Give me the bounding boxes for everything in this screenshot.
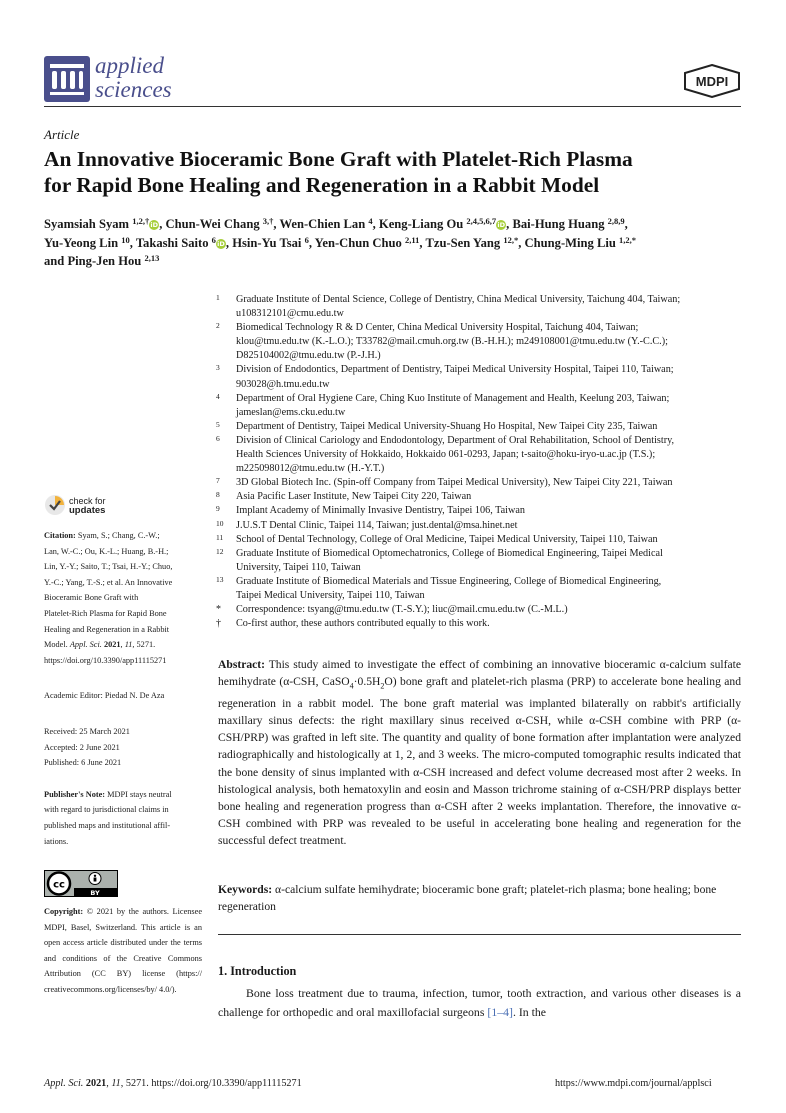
author-name: Takashi Saito xyxy=(135,235,209,250)
author-name: Ping-Jen Hou xyxy=(67,254,142,268)
citation-link[interactable]: [1–4] xyxy=(487,1005,513,1019)
affiliation-item xyxy=(216,575,744,603)
affiliation-item xyxy=(216,504,744,518)
author-affiliation-mark: 2,13 xyxy=(144,253,160,263)
journal-name xyxy=(95,54,172,102)
cc-by-text: BY xyxy=(90,889,100,897)
author-name: Yu-Yeong Lin xyxy=(44,235,119,250)
affiliation-mark: 9 xyxy=(216,504,220,514)
footer-journal: Appl. Sci. xyxy=(44,1078,84,1089)
accepted-date: Accepted: 2 June 2021 xyxy=(44,742,120,752)
affiliation-item xyxy=(216,420,744,434)
citation-year: 2021 xyxy=(103,640,121,650)
affiliation-mark: 10 xyxy=(216,518,224,528)
affiliation-line: Department of Oral Hygiene Care, Ching Kuo Institute of Management and Health, Keelung 203, Taiwan; xyxy=(236,392,670,404)
affiliation-item xyxy=(216,434,744,476)
affiliation-line: Division of Endodontics, Department of Dentistry, Taipei Medical University Hospital, Taipei 110, Taiwan; xyxy=(236,364,674,376)
affiliation-line: Graduate Institute of Biomedical Materials and Tissue Engineering, College of Biomedical Engineering, xyxy=(236,575,662,587)
author-affiliation-mark: 6 xyxy=(304,234,309,245)
published-date: Published: 6 June 2021 xyxy=(44,758,122,768)
affiliation-line: m225098012@tmu.edu.tw (H.-Y.T.) xyxy=(236,463,385,475)
affiliation-line: Graduate Institute of Dental Science, College of Dentistry, China Medical University, Taichung 404, Taiwan; xyxy=(236,294,681,305)
affiliation-line: D825104002@tmu.edu.tw (P.-J.H.) xyxy=(236,350,381,362)
affiliation-line: Biomedical Technology R & D Center, China Medical University Hospital, Taichung 404, Taiwan; xyxy=(236,322,639,334)
author-affiliation-mark: 1,2,* xyxy=(619,234,637,245)
footer-volume: 11 xyxy=(111,1078,121,1089)
footer-citation: Appl. Sci. 2021, 11, 5271. https://doi.org/10.3390/app11115271 xyxy=(44,1078,302,1089)
affiliation-line: Asia Pacific Laser Institute, New Taipei City 220, Taiwan xyxy=(236,491,472,503)
affiliation-mark: † xyxy=(216,618,221,630)
affiliations-list xyxy=(216,293,744,631)
affiliation-line: u108312101@cmu.edu.tw xyxy=(236,308,344,320)
abstract-label: Abstract: xyxy=(218,658,266,671)
journal-logo xyxy=(44,56,90,102)
affiliation-line: J.U.S.T Dental Clinic, Taipei 114, Taiwan; just.dental@msa.hinet.net xyxy=(236,519,518,531)
publisher-logo xyxy=(683,64,741,98)
check-for-updates-badge[interactable] xyxy=(44,494,154,518)
copyright-label: Copyright: xyxy=(44,907,84,916)
author-name: Bai-Hung Huang xyxy=(512,217,605,231)
chemical-formula: $CaSO_4\cdot 0.5H_2O$ xyxy=(321,675,393,691)
affiliation-item xyxy=(216,603,744,617)
affiliation-item xyxy=(216,533,744,547)
author-affiliation-mark: 1,2,† xyxy=(132,216,150,226)
affiliation-item xyxy=(216,547,744,575)
copyright-notice xyxy=(44,904,202,998)
author-affiliation-mark: 10 xyxy=(121,234,130,245)
affiliation-item xyxy=(216,476,744,490)
author-name: Syamsiah Syam xyxy=(44,217,130,231)
author-name: Wen-Chien Lan xyxy=(279,217,366,231)
citation-line: Syam, S.; Chang, C.-W.; xyxy=(77,531,160,540)
affiliation-mark: 3 xyxy=(216,363,220,373)
citation-line: Bioceramic Bone Graft with xyxy=(44,593,139,603)
check-updates-icon xyxy=(44,494,66,516)
affiliation-line: Graduate Institute of Biomedical Optomechatronics, College of Biomedical Engineering, Taipei Medical xyxy=(236,547,663,559)
affiliation-mark: 7 xyxy=(216,476,220,486)
introduction-tail: . In the xyxy=(512,1005,547,1019)
check-updates-line2: updates xyxy=(69,505,106,516)
affiliation-item xyxy=(216,293,744,321)
author-affiliation-mark: 2,4,5,6,7 xyxy=(466,216,497,226)
citation-line: Y.-C.; Yang, T.-S.; et al. An Innovative xyxy=(44,577,173,587)
keywords-text: α-calcium sulfate hemihydrate; bioceramic bone graft; platelet-rich plasma; bone healing; bone regeneration xyxy=(218,883,717,914)
citation-model: Model. xyxy=(44,640,68,650)
author-affiliation-mark: 2,11 xyxy=(404,234,420,245)
cc-symbol: cc xyxy=(53,879,65,891)
affiliation-mark: 1 xyxy=(216,293,220,302)
footer-year: 2021 xyxy=(85,1078,107,1089)
affiliation-mark: 5 xyxy=(216,419,220,429)
cc-by-license-icon[interactable] xyxy=(44,870,118,897)
keywords xyxy=(218,881,741,915)
academic-editor: Academic Editor: Piedad N. De Aza xyxy=(44,691,165,701)
affiliation-mark: 6 xyxy=(216,433,220,443)
publisher-note-line: published maps and institutional affil- xyxy=(44,820,171,830)
affiliation-item xyxy=(216,363,744,391)
author-affiliation-mark: 2,8,9 xyxy=(607,216,625,226)
check-updates-line1: check for xyxy=(69,496,106,506)
copyright-text: © 2021 by the authors. Licensee MDPI, Basel, Switzerland. This article is an open access article distributed under the terms and conditions of the Creative Commons Attribution (CC BY) license (https:// creativecommons.org/licenses/by/ 4.0/). xyxy=(44,907,203,994)
affiliation-item xyxy=(216,321,744,363)
affiliation-mark: 11 xyxy=(216,532,224,542)
affiliation-line: Correspondence: tsyang@tmu.edu.tw (T.-S.Y.); liuc@mail.cmu.edu.tw (C.-M.L.) xyxy=(236,604,568,616)
affiliation-item xyxy=(216,519,744,533)
citation-label: Citation: xyxy=(44,531,76,540)
orcid-icon[interactable]: iD xyxy=(497,221,505,229)
affiliation-line: 3D Global Biotech Inc. (Spin-off Company from Taipei Medical University), New Taipei City 221, Taiwan xyxy=(236,477,673,489)
citation-line: Lan, W.-C.; Ou, K.-L.; Huang, B.-H.; xyxy=(44,546,169,556)
author-affiliation-mark: 3,† xyxy=(262,216,274,226)
citation-line: Lin, Y.-Y.; Saito, T.; Tsai, H.-Y.; Chuo, xyxy=(44,562,173,572)
author-name: Tzu-Sen Yang xyxy=(425,235,501,250)
affiliation-line: Co-first author, these authors contributed equally to this work. xyxy=(236,618,490,630)
citation-line: Healing and Regeneration in a Rabbit xyxy=(44,624,170,634)
affiliation-line: Implant Academy of Minimally Invasive Dentistry, Taipei 106, Taiwan xyxy=(236,505,525,517)
introduction-text xyxy=(218,984,741,1022)
author-name: Chung-Ming Liu xyxy=(524,235,616,250)
abstract-text: This study aimed to investigate the effect of combining an innovative bioceramic α-calcium sulfate hemihydrate (α-CSH, $CaSO_4\cdot 0.5H_2O$) bone graft and platelet-rich plasma (PRP) to accelerate bone healing and regeneration in a rabbit model. The bone graft material was implanted bilaterally on rabbit's artificially maxillary sinus defects: the right maxillary sinus received α-CSH, while α-CSH combine with PRP (α-CSH/PRP) was grafted in left site. The quantity and quality of bone formation after implantation were analyzed radiographically and histologically at 1, 2, and 3 weeks. The micro-computed tomographic results indicated that the bone density of sinus implanted with α-CSH increased and defect volume decreased most after 2 weeks. In histological analysis, both hematoxylin and eosin and Masson trichrome staining of α-CSH/PRP displays better bone healing and regeneration progress than α-CSH after 2 weeks implantation. Therefore, the innovative α-CSH combined with PRP was revealed to be useful in accelerating bone healing and regeneration for the successful defect treatment. xyxy=(218,658,741,848)
section-divider xyxy=(218,934,741,935)
affiliation-mark: 12 xyxy=(216,546,224,556)
publisher-note xyxy=(44,787,204,849)
citation-line: Platelet-Rich Plasma for Rapid Bone xyxy=(44,608,167,618)
article-type: Article xyxy=(44,127,80,142)
header-divider xyxy=(44,106,741,107)
received-date: Received: 25 March 2021 xyxy=(44,726,130,736)
footer-journal-url[interactable]: https://www.mdpi.com/journal/applsci xyxy=(555,1078,712,1089)
author-name: Keng-Liang Ou xyxy=(378,217,464,231)
orcid-icon[interactable]: iD xyxy=(150,221,158,229)
publisher-note-line: MDPI stays neutral xyxy=(107,789,172,799)
affiliation-mark: * xyxy=(216,604,221,616)
author-name: Chun-Wei Chang xyxy=(165,217,260,231)
publisher-note-line: with regard to jurisdictional claims in xyxy=(44,805,169,815)
dates-block xyxy=(44,724,204,771)
citation-volume: 11 xyxy=(124,640,133,650)
title-line-1: An Innovative Bioceramic Bone Graft with Platelet-Rich Plasma xyxy=(44,147,633,171)
publisher-note-line: iations. xyxy=(44,836,69,846)
affiliation-mark: 4 xyxy=(216,391,220,401)
title-line-2: for Rapid Bone Healing and Regeneration in a Rabbit Model xyxy=(44,173,600,197)
affiliation-mark: 8 xyxy=(216,490,220,500)
orcid-icon[interactable]: iD xyxy=(217,239,225,248)
introduction-body: Bone loss treatment due to trauma, infection, tumor, tooth extraction, and various other diseases is a challenge for orthopedic and oral maxillofacial surgeons xyxy=(218,986,741,1019)
introduction-heading: 1. Introduction xyxy=(218,964,297,978)
article-title xyxy=(44,146,754,198)
keywords-label: Keywords: xyxy=(218,883,273,896)
publisher-name: MDPI xyxy=(695,74,729,89)
author-affiliation-mark: 12,* xyxy=(503,234,519,245)
affiliation-line: Taipei Medical University, Taipei 110, Taiwan xyxy=(236,589,425,601)
sidebar xyxy=(44,528,204,849)
citation-rest: , 5271. xyxy=(132,640,156,650)
affiliation-line: klou@tmu.edu.tw (K.-L.O.); T33782@mail.cmuh.org.tw (B.-H.H.); m249108001@tmu.edu.tw (Y.-C.C.); xyxy=(236,336,668,348)
affiliation-line: Division of Clinical Cariology and Endodontology, Department of Oral Rehabilitation, School of Dentistry, xyxy=(236,434,675,446)
affiliation-line: Health Sciences University of Hokkaido, Hokkaido 061-0293, Japan; t-saito@hoku-iryo-u.ac.jp (T.S.); xyxy=(236,449,656,461)
footer-rest: , 5271. https://doi.org/10.3390/app11115271 xyxy=(120,1078,302,1089)
affiliation-line: Department of Dentistry, Taipei Medical University-Shuang Ho Hospital, New Taipei City 235, Taiwan xyxy=(236,420,658,432)
journal-name-line2: sciences xyxy=(95,77,172,102)
affiliation-mark: 13 xyxy=(216,574,224,584)
author-list: Syamsiah Syam $^{1,2,\dagger}$iD, Chun-Wei Chang $^{3,\dagger}$, Wen-Chien Lan $^4$, Keng-Liang Ou $^{2,4,5,6,7}$iD, Bai-Hung Huang $^{2,8,9}$, Yu-Yeong Lin $^{10}$, Takashi Saito $^6$iD, Hsin-Yu Tsai $^6$, Yen-Chun Chuo $^{2,11}$, Tzu-Sen Yang $^{12,*}$, Chung-Ming Liu $^{1,2,*}$ and Ping-Jen Hou $^{2,13}$ xyxy=(44,216,637,268)
affiliation-line: 903028@h.tmu.edu.tw xyxy=(236,378,330,390)
abstract xyxy=(218,656,741,850)
publisher-note-label: Publisher's Note: xyxy=(44,789,106,799)
affiliation-item xyxy=(216,490,744,504)
affiliation-line: University, Taipei 110, Taiwan xyxy=(236,561,361,573)
citation-journal: Appl. Sci. xyxy=(69,640,102,650)
affiliation-line: jameslan@ems.cku.edu.tw xyxy=(236,406,346,418)
affiliation-item xyxy=(216,392,744,420)
author-name: Hsin-Yu Tsai xyxy=(232,235,302,250)
affiliation-item xyxy=(216,617,744,631)
citation-doi-link[interactable]: https://doi.org/10.3390/app11115271 xyxy=(44,655,167,665)
author-name: Yen-Chun Chuo xyxy=(314,235,402,250)
citation-block: Citation: Syam, S.; Chang, C.-W.; Lan, W.-C.; Ou, K.-L.; Huang, B.-H.; Lin, Y.-Y.; Saito, T.; Tsai, H.-Y.; Chuo, Y.-C.; Yang, T.-S.; et al. An Innovative Bioceramic Bone Graft with Platelet-Rich Plasma for Rapid Bone Healing and Regeneration in a Rabbit Model. Appl. Sci. 2021, 11, 5271. https://doi.org/10.3390/app11115271 xyxy=(44,528,204,668)
author-affiliation-mark: 4 xyxy=(368,216,373,226)
affiliation-line: School of Dental Technology, College of Oral Medicine, Taipei Medical University, Taipei 110, Taiwan xyxy=(236,533,658,545)
affiliation-mark: 2 xyxy=(216,321,220,331)
author-affiliation-mark: 6 xyxy=(211,234,216,245)
journal-name-line1: applied xyxy=(95,53,164,78)
